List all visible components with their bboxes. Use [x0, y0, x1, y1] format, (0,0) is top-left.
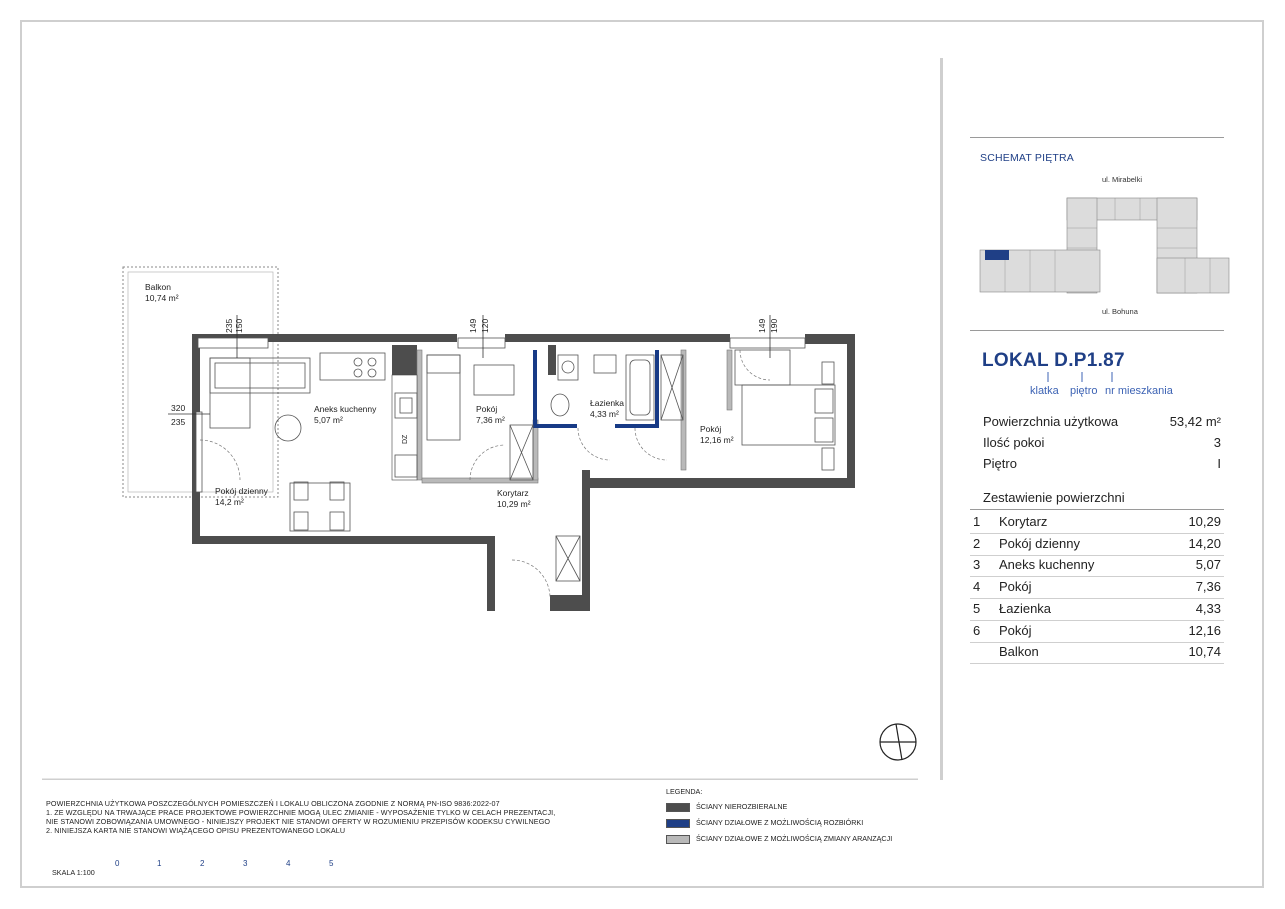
zestawienie-row-num: 1	[973, 514, 981, 529]
divider	[970, 137, 1224, 138]
zestawienie-row-num: 6	[973, 622, 981, 638]
zestawienie-row-value: 12,16	[1188, 622, 1221, 638]
summary-value: I	[1217, 456, 1221, 471]
zestawienie-row-value: 10,29	[1188, 514, 1221, 529]
dim-w1-a: 235	[224, 318, 234, 333]
summary-value: 3	[1213, 435, 1221, 450]
zestawienie-row-num: 2	[973, 535, 981, 551]
street-top: ul. Mirabelki	[1102, 175, 1143, 184]
legend-item: ŚCIANY NIEROZBIERALNE	[666, 802, 787, 812]
dim-w3-b: 190	[769, 318, 779, 333]
sub-klatka: klatka	[1030, 385, 1059, 397]
zestawienie-row-divider	[970, 598, 1224, 599]
dim-w1-b: 150	[234, 318, 244, 333]
sub-pietro: piętro	[1070, 385, 1098, 397]
partition-walls	[392, 350, 732, 483]
zestawienie-row-divider	[970, 663, 1224, 664]
dim-w3-a: 149	[757, 318, 767, 333]
zestawienie-row-value: 4,33	[1195, 600, 1221, 616]
legend-swatch	[666, 835, 690, 844]
summary-label: Ilość pokoi	[983, 435, 1045, 450]
room-label-lazienka: Łazienka 4,33 m²	[590, 398, 625, 419]
room-label-balkon: Balkon 10,74 m²	[145, 282, 179, 303]
panel-separator	[940, 58, 943, 780]
note-line: 1. ZE WZGLĘDU NA TRWAJĄCE PRACE PROJEKTOWE POWIERZCHNIE MOGĄ ULEC ZMIANIE - WYPOSAŻENIE TYLKO W CELACH PREZENTACJI,	[46, 808, 556, 817]
zestawienie-row-divider	[970, 555, 1224, 556]
note-line: 2. NINIEJSZA KARTA NIE STANOWI WIĄŻĄCEGO OPISU PREZENTOWANEGO LOKALU	[46, 826, 346, 835]
scale-tick: 4	[286, 859, 291, 868]
scale-tick: 1	[157, 859, 162, 868]
zestawienie-row-divider	[970, 533, 1224, 534]
scale-tick: 2	[200, 859, 205, 868]
sub-nr: nr mieszkania	[1105, 385, 1173, 397]
zestawienie-title: Zestawienie powierzchni	[983, 490, 1125, 505]
divider	[970, 330, 1224, 331]
room-label-aneks: Aneks kuchenny 5,07 m²	[314, 404, 377, 425]
legend-item: ŚCIANY DZIAŁOWE Z MOŻLIWOŚCIĄ ZMIANY ARANZĄCJI	[666, 834, 892, 844]
scale-tick: 3	[243, 859, 248, 868]
floor-schema	[975, 188, 1235, 303]
room-label-dzienny: Pokój dzienny 14,2 m²	[215, 486, 268, 507]
legend-item: ŚCIANY DZIAŁOWE Z MOŻLIWOŚCIĄ ROZBIÓRKI	[666, 818, 863, 828]
dim-w4-a: 320	[171, 403, 186, 413]
zestawienie-row-value: 7,36	[1195, 579, 1221, 595]
summary-label: Powierzchnia użytkowa	[983, 414, 1119, 429]
appliance-label: DZ	[402, 434, 409, 444]
zestawienie-row-value: 10,74	[1188, 644, 1221, 660]
scale-tick: 5	[329, 859, 334, 868]
street-bottom: ul. Bohuna	[1102, 307, 1138, 316]
zestawienie-row-num: 3	[973, 557, 981, 573]
scale-label: SKALA 1:100	[52, 868, 95, 877]
room-label-korytarz: Korytarz 10,29 m²	[497, 488, 531, 509]
compass-icon	[880, 724, 916, 760]
summary-value: 53,42 m²	[1169, 414, 1221, 429]
zestawienie-row-name: Balkon	[999, 644, 1039, 660]
dim-w4-b: 235	[171, 417, 186, 427]
lokal-title: LOKAL D.P1.87	[982, 350, 1125, 371]
zestawienie-row-divider	[970, 642, 1224, 643]
zestawienie-row-num: 5	[973, 600, 981, 616]
zestawienie-row-value: 5,07	[1195, 557, 1221, 573]
zestawienie-row-name: Korytarz	[999, 514, 1048, 529]
legend-swatch	[666, 819, 690, 828]
note-line: NIE STANOWI ZOBOWIĄZANIA UMOWNEGO - NINIEJSZY PROJEKT NIE STANOWI OFERTY W ROZUMIENIU PRZEPISÓW KODEKSU CYWILNEGO	[46, 817, 551, 826]
zestawienie-row-name: Łazienka	[999, 600, 1052, 616]
note-line: POWIERZCHNIA UŻYTKOWA POSZCZEGÓLNYCH POMIESZCZEŃ I LOKALU OBLICZONA ZGODNIE Z NORMĄ PN-ISO 9836:2022-07	[46, 799, 500, 808]
zestawienie-row-name: Pokój	[999, 622, 1032, 638]
furniture	[210, 350, 835, 581]
summary-label: Piętro	[983, 456, 1017, 471]
zestawienie-row-name: Aneks kuchenny	[999, 557, 1095, 573]
zestawienie-row-num: 4	[973, 579, 981, 595]
zestawienie-row-divider	[970, 576, 1224, 577]
sub-ticks	[1040, 372, 1160, 384]
zestawienie-row-name: Pokój dzienny	[999, 535, 1080, 551]
dim-w2-b: 120	[480, 318, 490, 333]
scale-tick: 0	[115, 859, 120, 868]
legend-swatch	[666, 803, 690, 812]
dim-w2-a: 149	[468, 318, 478, 333]
load-bearing-walls	[192, 334, 855, 611]
zestawienie-row-value: 14,20	[1188, 535, 1221, 551]
zestawienie-row-divider	[970, 620, 1224, 621]
legend-title: LEGENDA:	[666, 787, 703, 796]
divider	[970, 509, 1224, 510]
room-label-pokoj-4: Pokój 7,36 m²	[476, 404, 505, 425]
zestawienie-row-name: Pokój	[999, 579, 1032, 595]
room-label-pokoj-6: Pokój 12,16 m²	[700, 424, 734, 445]
schemat-title: SCHEMAT PIĘTRA	[980, 152, 1075, 164]
